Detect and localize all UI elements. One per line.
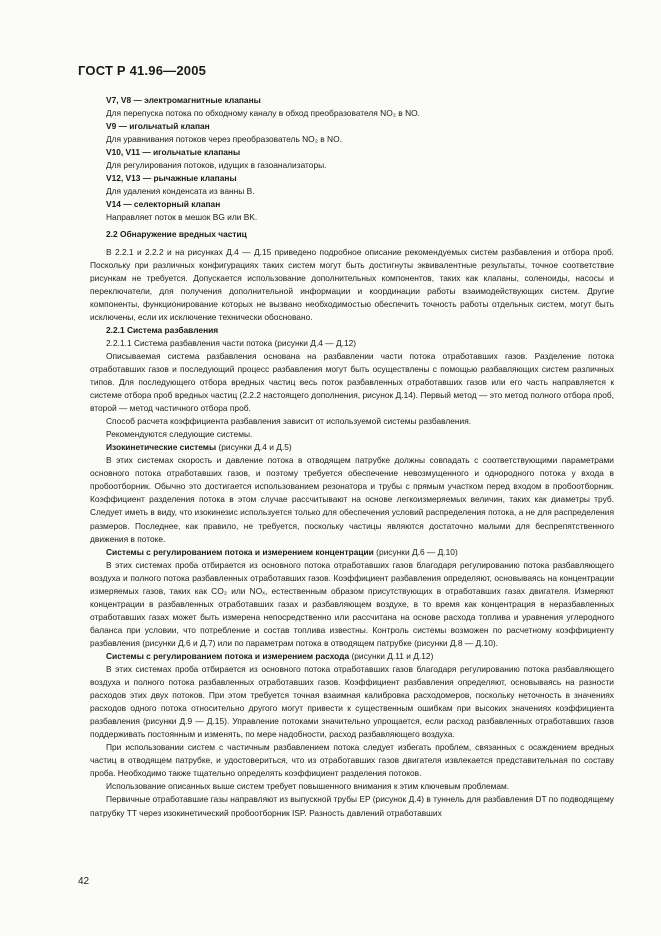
paragraph: Для регулирования потоков, идущих в газоанализаторы. [106, 160, 327, 171]
page-number: 42 [78, 876, 90, 887]
paragraph: В 2.2.1 и 2.2.2 и на рисунках Д.4 — Д.15 приведено подробное описание рекомендуемых систем разбавления и отбора проб. Поскольку при различных конфигурациях таких систем могут быть достигнуты эквивалентные результаты, точное соответствие рисункам не требуется. Допускается использование дополнительных компонентов, таких как клапаны, соленоиды, насосы и переключатели, для получения дополнительной информации и координации работы взаимодействующих систем. Другие компоненты, функционирование которых не вызвано необходимостью обеспечить точность работы отдельных систем, могут быть исключены, если их исключение технически обосновано. [90, 246, 614, 322]
paragraph: 2.2.1.1 Система разбавления части потока (рисунки Д.4 — Д.12) [106, 337, 357, 348]
paragraph: Описываемая система разбавления основана на разбавлении части потока отработавших газов. Разделение потока отработавших газов и последующий процесс разбавления могут быть осуществлены с помощью разбавляющих систем различных типов. Для последующего отбора вредных частиц весь поток разбавленных отработавших газов или его часть направляется к системе отбора проб вредных частиц (2.2.2 настоящего дополнения, рисунок Д.14). Первый метод — это метод полного отбора проб, второй — метод частичного отбора проб. [90, 350, 614, 414]
paragraph: V7, V8 — электромагнитные клапаны [106, 95, 261, 105]
paragraph: Для уравнивания потоков через преобразователь NO₂ в NO. [106, 134, 342, 145]
heading-lead: Системы с регулированием потока и измерением расхода [106, 650, 350, 661]
paragraph: Для удаления конденсата из ванны B. [106, 186, 255, 197]
paragraph: При использовании систем с частичным разбавлением потока следует избегать проблем, связанных с осаждением вредных частиц в отводящем патрубке, и удостовериться, что из отработавших газов двигателя извлекается представительная по составу проба. Необходимо также тщательно определять коэффициент разделения потоков. [90, 742, 614, 779]
heading-lead: Системы с регулированием потока и измерением концентрации [106, 546, 374, 557]
paragraph: Направляет поток в мешок BG или BK. [106, 212, 258, 223]
paragraph: Использование описанных выше систем требует повышенного внимания к этим ключевым проблемам. [106, 781, 510, 792]
paragraph: Первичные отработавшие газы направляют из выпускной трубы EP (рисунок Д.4) в туннель для разбавления DT по подводящему патрубку TT через изокинетический пробоотборник ISP. Разность давлений отработавших [90, 794, 614, 818]
paragraph: Системы с регулированием потока и измерением концентрации (рисунки Д.6 — Д.10) [106, 546, 458, 557]
body-text [90, 94, 614, 820]
paragraph: 2.2 Обнаружение вредных частиц [106, 229, 247, 240]
paragraph: Рекомендуются следующие системы. [106, 429, 253, 440]
heading-lead: Изокинетические системы [106, 442, 217, 453]
paragraph: В этих системах проба отбирается из основного потока отработавших газов благодаря регулированию потока разбавляющего воздуха и полного потока разбавленных отработавших газов. Коэффициент разбавления определяют, основываясь на концентрации измеряемых газов, таких как CO₂ или NOₓ, естественным образом присутствующих в отработавших газах двигателя. Измеряют концентрации в разбавленных отработавших газах и разбавляющем воздухе, в то время как концентрация в неразбавленных отработавших газах может быть измерена непосредственно или рассчитана на основе расхода топлива и уравнения углеродного баланса при условии, что потребление и состав топлива известны. Контроль системы возможен по расчетному коэффициенту разбавления (рисунки Д.6 и Д.7) или по параметрам потока в отводящем патрубке (рисунки Д.8 — Д.10). [90, 559, 614, 648]
paragraph: Для перепуска потока по обходному каналу в обход преобразователя NO₂ в NO. [106, 108, 420, 119]
paragraph: V10, V11 — игольчатые клапаны [106, 147, 241, 158]
paragraph: Системы с регулированием потока и измерением расхода (рисунки Д.11 и Д.12) [106, 650, 434, 661]
paragraph: Изокинетические системы (рисунки Д.4 и Д.5) [106, 442, 292, 453]
paragraph: Способ расчета коэффициента разбавления зависит от используемой системы разбавления. [106, 416, 472, 427]
paragraph: В этих системах скорость и давление потока в отводящем патрубке должны совпадать с соответствующими параметрами основного потока отработавших газов, и поэтому требуется обеспечение невозмущенного и однородного потока у входа в пробоотборник. Обычно это достигается использованием резонатора и трубы с прямым участком перед входом в пробоотборник. Коэффициент разделения потока в этом случае рассчитывают на основе легкоизмеряемых величин, таких как диаметры труб. Следует иметь в виду, что изокинезис используется только для обеспечения условий распределения потока, а не для распределения размеров. Последнее, как правило, не требуется, поскольку частицы являются достаточно малыми для беспрепятственного движения в потоке. [90, 455, 614, 544]
paragraph: В этих системах проба отбирается из основного потока отработавших газов благодаря регулированию потока разбавляющего воздуха и полного потока разбавленных отработавших газов. Коэффициент разбавления определяют, основываясь на разности расходов этих двух потоков. При этом требуется точная взаимная калибровка расходомеров, поскольку неточность в значениях расходов одного потока относительно другого могут привести к существенным ошибкам при высоких значениях коэффициента разбавления (рисунки Д.9 — Д.15). Управление потоками значительно упрощается, если расход разбавленных отработавших газов поддерживать постоянным и изменять, по мере надобности, расход разбавляющего воздуха. [90, 664, 614, 740]
paragraph: 2.2.1 Система разбавления [106, 324, 219, 335]
paragraph: V9 — игольчатый клапан [106, 121, 210, 132]
paragraph: V12, V13 — рычажные клапаны [106, 173, 237, 184]
page-header: ГОСТ Р 41.96—2005 [78, 63, 207, 78]
paragraph: V14 — селекторный клапан [106, 199, 221, 210]
